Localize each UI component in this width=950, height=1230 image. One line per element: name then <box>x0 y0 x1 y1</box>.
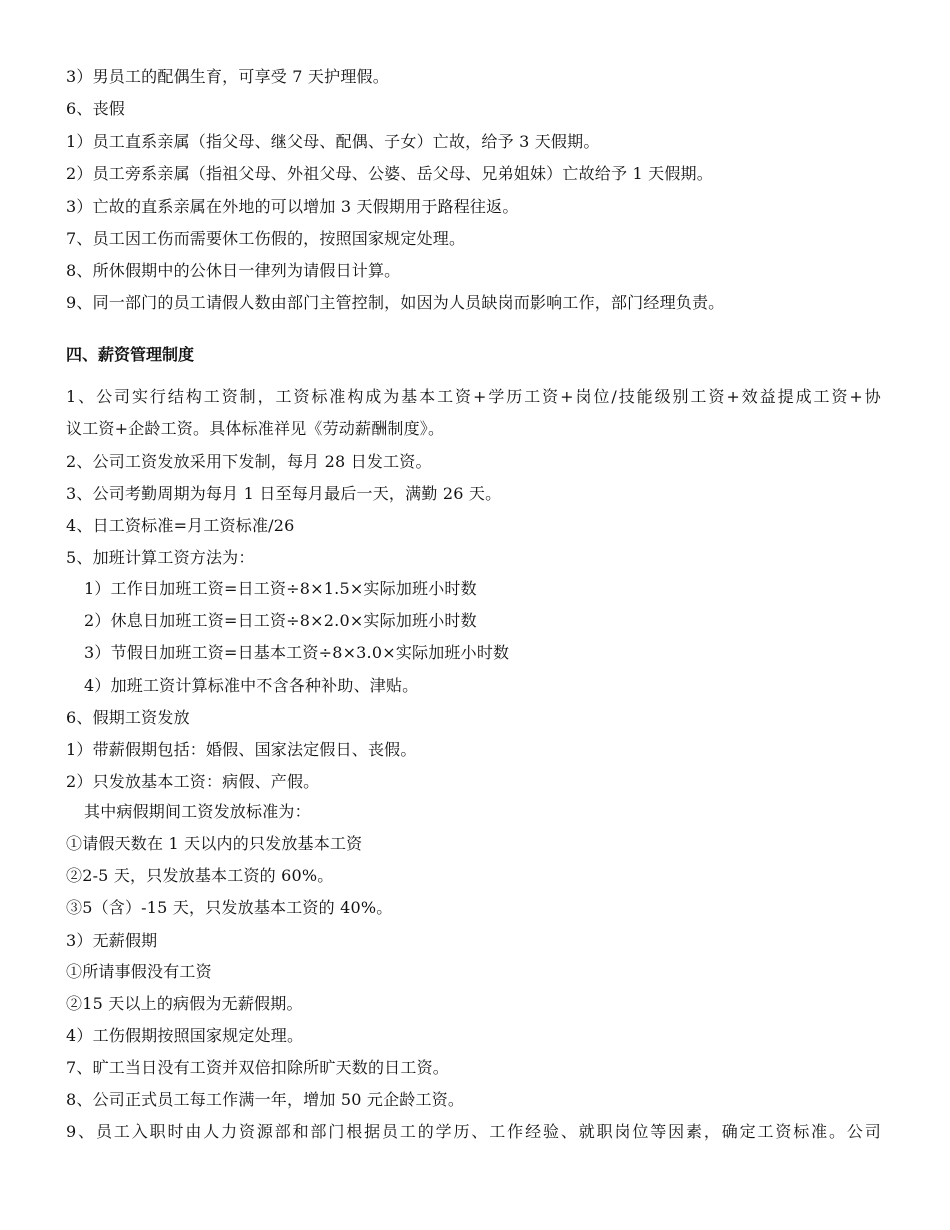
text-line: 8、公司正式员工每工作满一年，增加 50 元企龄工资。 <box>66 1090 465 1109</box>
text-line: ①请假天数在 1 天以内的只发放基本工资 <box>66 834 363 853</box>
text-line: 2）休息日加班工资=日工资÷8×2.0×实际加班小时数 <box>84 611 477 630</box>
text-line: 2、公司工资发放采用下发制，每月 28 日发工资。 <box>66 452 432 471</box>
text-line: 4、日工资标准=月工资标准/26 <box>66 516 295 535</box>
text-line: 3）无薪假期 <box>66 931 158 950</box>
text-line: 1、公司实行结构工资制，工资标准构成为基本工资+学历工资+岗位/技能级别工资+效益提成工资+协 <box>66 387 881 406</box>
text-line: 3、公司考勤周期为每月 1 日至每月最后一天，满勤 26 天。 <box>66 484 502 503</box>
text-line: 9、员工入职时由人力资源部和部门根据员工的学历、工作经验、就职岗位等因素，确定工资标准。公司 <box>66 1122 881 1141</box>
text-line: 2）员工旁系亲属（指祖父母、外祖父母、公婆、岳父母、兄弟姐妹）亡故给予 1 天假期。 <box>66 164 713 183</box>
text-line: 3）亡故的直系亲属在外地的可以增加 3 天假期用于路程往返。 <box>66 197 519 216</box>
text-line: 1）员工直系亲属（指父母、继父母、配偶、子女）亡故，给予 3 天假期。 <box>66 132 600 151</box>
text-line: 3）节假日加班工资=日基本工资÷8×3.0×实际加班小时数 <box>84 643 510 662</box>
text-line: ③5（含）-15 天，只发放基本工资的 40%。 <box>66 898 393 917</box>
text-line: 1）工作日加班工资=日工资÷8×1.5×实际加班小时数 <box>84 579 477 598</box>
text-line: 2）只发放基本工资：病假、产假。 <box>66 772 320 791</box>
text-line: 8、所休假期中的公休日一律列为请假日计算。 <box>66 261 401 280</box>
text-line: 6、丧假 <box>66 99 125 118</box>
text-line: 4）工伤假期按照国家规定处理。 <box>66 1026 304 1045</box>
text-line: 6、假期工资发放 <box>66 708 190 727</box>
text-line: 4）加班工资计算标准中不含各种补助、津贴。 <box>84 676 419 695</box>
text-line: 3）男员工的配偶生育，可享受 7 天护理假。 <box>66 67 389 86</box>
text-line: 9、同一部门的员工请假人数由部门主管控制，如因为人员缺岗而影响工作，部门经理负责。 <box>66 293 725 312</box>
section-heading: 四、薪资管理制度 <box>66 345 195 364</box>
text-line: 其中病假期间工资发放标准为： <box>84 802 311 821</box>
text-line: 5、加班计算工资方法为： <box>66 548 255 567</box>
text-line: 议工资+企龄工资。具体标准祥见《劳动薪酬制度》。 <box>66 419 445 438</box>
text-line: ②2-5 天，只发放基本工资的 60%。 <box>66 866 334 885</box>
text-line: ②15 天以上的病假为无薪假期。 <box>66 994 303 1013</box>
text-line: 7、旷工当日没有工资并双倍扣除所旷天数的日工资。 <box>66 1058 449 1077</box>
text-line: 1）带薪假期包括：婚假、国家法定假日、丧假。 <box>66 740 417 759</box>
text-line: ①所请事假没有工资 <box>66 962 212 981</box>
text-line: 7、员工因工伤而需要休工伤假的，按照国家规定处理。 <box>66 229 466 248</box>
